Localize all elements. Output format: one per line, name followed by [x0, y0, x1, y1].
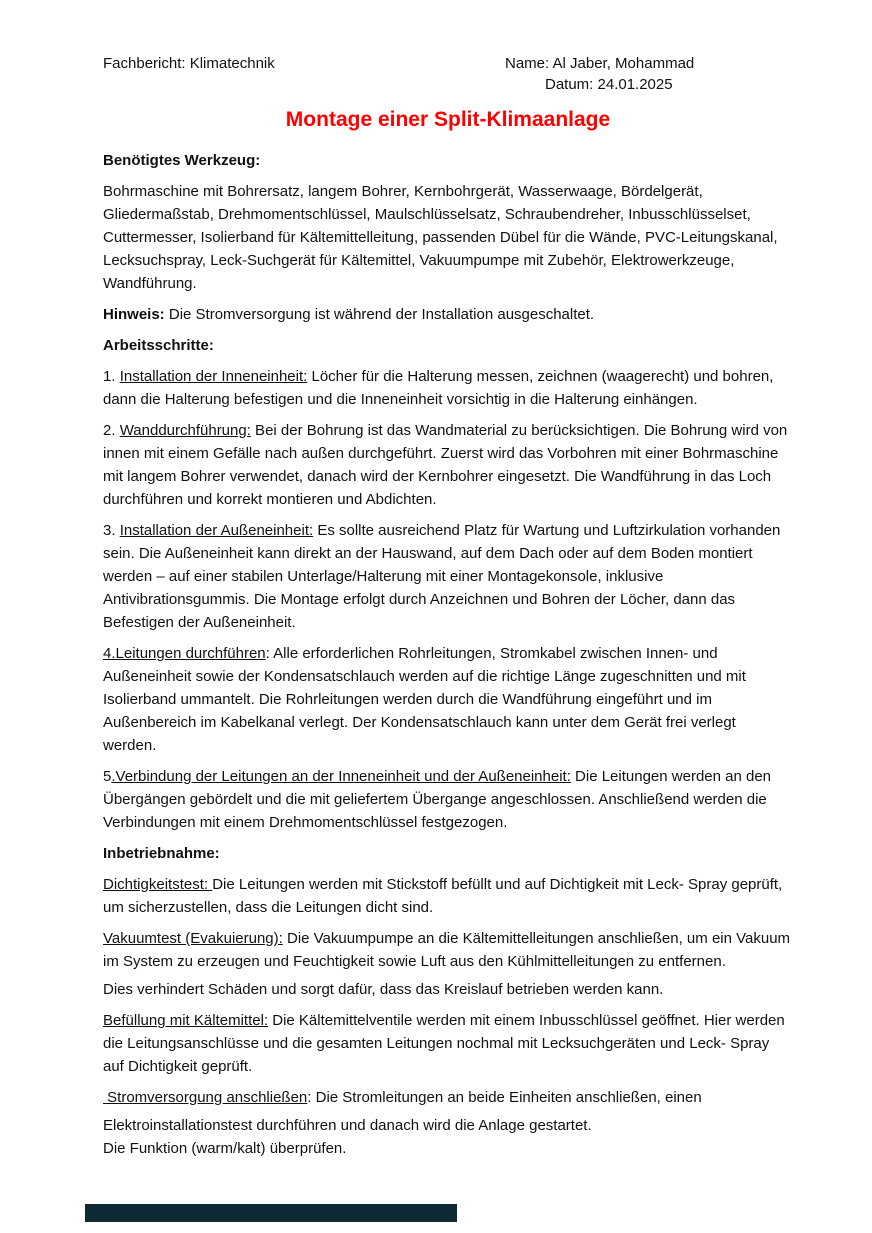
footer-strip [85, 1204, 457, 1222]
doc-type-label: Fachbericht: Klimatechnik [103, 55, 275, 72]
step-3-heading: Installation der Außeneinheit: [119, 522, 314, 539]
commissioning-item-stromversorgung [103, 1086, 793, 1160]
dichtigkeitstest-text: Die Leitungen werden mit Stickstoff befüllt und auf Dichtigkeit mit Leck- Spray geprüft, um sicherzustellen, dass die Leitungen dicht sind. [103, 876, 783, 916]
dichtigkeitstest-heading: Dichtigkeitstest: [103, 876, 213, 893]
stromversorgung-line-3: Die Funktion (warm/kalt) überprüfen. [103, 1140, 347, 1157]
step-2-text: Bei der Bohrung ist das Wandmaterial zu berücksichtigen. Die Bohrung wird von innen mit einem Gefälle nach außen durchgeführt. Zuerst wird das Vorbohren mit einer Bohrmaschine mit langem Bohrer verwendet, danach wird der Kernbohrer eingesetzt. Die Wandführung in das Loch durchführen und korrekt montieren und Abdichten. [103, 422, 788, 508]
step-5-heading: .Verbindung der Leitungen an der Inneneinheit und der Außeneinheit: [111, 768, 571, 785]
vakuumtest-text: Die Vakuumpumpe an die Kältemittelleitungen anschließen, um ein Vakuum im System zu erzeugen und Feuchtigkeit sowie Luft aus den Kühlmittelleitungen zu entfernen. [103, 930, 791, 970]
note-label: Hinweis: [103, 306, 165, 323]
note [103, 303, 793, 326]
step-1-heading: Installation der Inneneinheit: [119, 368, 308, 385]
step-4 [103, 642, 793, 757]
step-4-heading: 4.Leitungen durchführen [103, 645, 266, 662]
author-name: Name: Al Jaber, Mohammad [505, 55, 695, 72]
tools-list: Bohrmaschine mit Bohrersatz, langem Bohrer, Kernbohrgerät, Wasserwaage, Bördelgerät, Gliedermaßstab, Drehmomentschlüssel, Maulschlüsselsatz, Schraubendreher, Inbusschlüsselset, Cuttermesser, Isolierband für Kältemittelleitung, passenden Dübel für die Wände, PVC-Leitungskanal, Lecksuchspray, Leck-Suchgerät für Kältemittel, Vakuumpumpe mit Zubehör, Elektrowerkzeuge, Wandführung. [103, 183, 778, 292]
commissioning-item-befuellung [103, 1009, 793, 1078]
stromversorgung-text: Die Stromleitungen an beide Einheiten anschließen, einen [311, 1089, 702, 1106]
steps-heading: Arbeitsschritte: [103, 337, 214, 354]
doc-date: Datum: 24.01.2025 [545, 76, 673, 93]
stromversorgung-heading-suffix: : [307, 1089, 312, 1106]
note-text: Die Stromversorgung ist während der Installation ausgeschaltet. [164, 306, 595, 323]
step-4-heading-suffix: : [265, 645, 270, 662]
step-1-text: Löcher für die Halterung messen, zeichnen (waagerecht) und bohren, dann die Halterung befestigen und die Inneneinheit vorsichtig in die Halterung einhängen. [103, 368, 774, 408]
step-1-number: 1. [103, 368, 120, 385]
document-header [103, 53, 793, 95]
step-4-text: Alle erforderlichen Rohrleitungen, Stromkabel zwischen Innen- und Außeneinheit sowie der Kondensatschlauch werden auf die richtige Länge zugeschnitten und mit Isolierband ummantelt. Die Rohrleitungen werden durch die Wandführung eingeführt und im Außenbereich im Kabelkanal verlegt. Der Kondensatschlauch kann unter dem Gerät frei verlegt werden. [103, 645, 746, 754]
befuellung-text: Die Kältemittelventile werden mit einem Inbusschlüssel geöffnet. Hier werden die Leitungsanschlüsse und die gesamten Leitungen nochmal mit Lecksuchgeräten und Leck- Spray auf Dichtigkeit geprüft. [103, 1012, 785, 1075]
commissioning-item-dichtigkeitstest [103, 873, 793, 919]
commissioning-item-vakuumtest [103, 927, 793, 1001]
step-3-text: Es sollte ausreichend Platz für Wartung und Luftzirkulation vorhanden sein. Die Außeneinheit kann direkt an der Hauswand, auf dem Dach oder auf dem Boden montiert werden – auf einer stabilen Unterlage/Halterung mit einer Montagekonsole, inklusive Antivibrationsgummis. Die Montage erfolgt durch Anzeichnen und Bohren der Löcher, dann das Befestigen der Außeneinheit. [103, 522, 781, 631]
stromversorgung-heading: Stromversorgung anschließen [103, 1089, 308, 1106]
vakuumtest-extra-line: Dies verhindert Schäden und sorgt dafür, dass das Kreislauf betrieben werden kann. [103, 981, 664, 998]
step-2 [103, 419, 793, 511]
step-5-text: Die Leitungen werden an den Übergängen gebördelt und die mit geliefertem Übergange angeschlossen. Anschließend werden die Verbindungen mit einem Drehmomentschlüssel festgezogen. [103, 768, 772, 831]
document-content [103, 53, 793, 1168]
stromversorgung-line-2: Elektroinstallationstest durchführen und danach wird die Anlage gestartet. [103, 1117, 592, 1134]
step-5-number: 5 [103, 768, 112, 785]
step-3 [103, 519, 793, 634]
step-5 [103, 765, 793, 834]
tools-heading: Benötigtes Werkzeug: [103, 152, 261, 169]
step-3-number: 3. [103, 522, 120, 539]
befuellung-heading: Befüllung mit Kältemittel: [103, 1012, 269, 1029]
commissioning-heading: Inbetriebnahme: [103, 845, 220, 862]
step-2-heading: Wanddurchführung: [119, 422, 251, 439]
step-2-number: 2. [103, 422, 120, 439]
vakuumtest-heading: Vakuumtest (Evakuierung): [103, 930, 283, 947]
step-1 [103, 365, 793, 411]
author-meta [505, 53, 793, 95]
page-title: Montage einer Split-Klimaanlage [285, 108, 611, 131]
